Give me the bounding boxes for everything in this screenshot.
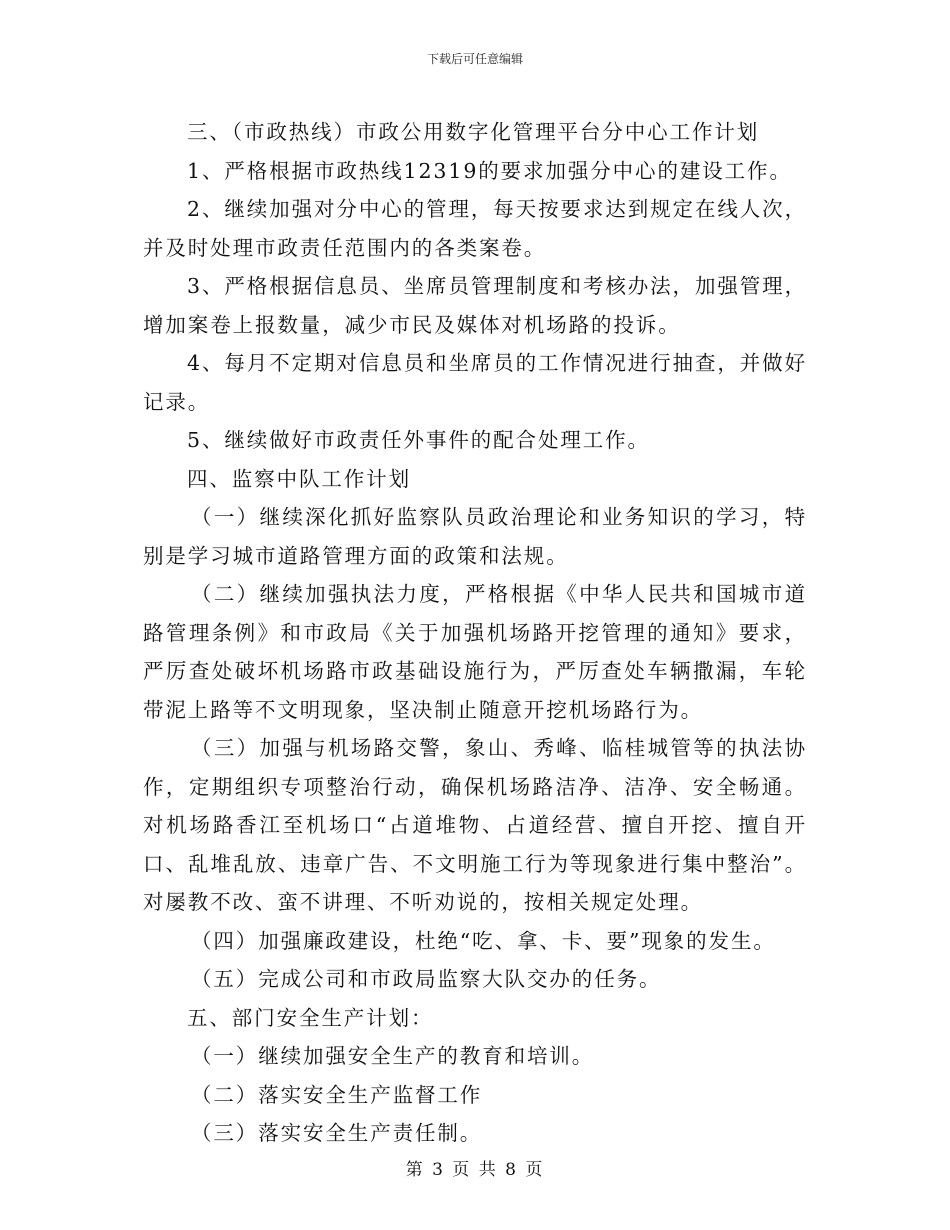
list-item: （四）加强廉政建设，杜绝“吃、拿、卡、要”现象的发生。 (191, 928, 776, 953)
list-item: 4、每月不定期对信息员和坐席员的工作情况进行抽查，并做好记录。 (143, 351, 807, 414)
document-body (143, 113, 807, 1153)
page-number: 第 3 页 共 8 页 (405, 1160, 545, 1180)
section-heading-5: 五、部门安全生产计划： (187, 1005, 434, 1030)
list-item: （二）落实安全生产监督工作 (191, 1082, 483, 1107)
list-item: 1、严格根据市政热线12319的要求加强分中心的建设工作。 (187, 158, 792, 183)
section-heading-4: 四、监察中队工作计划 (187, 466, 411, 491)
list-item: （二）继续加强执法力度，严格根据《中华人民共和国城市道路管理条例》和市政局《关于加强机场路开挖管理的通知》要求，严厉查处破坏机场路市政基础设施行为，严厉查处车辆撒漏，车轮带泥上路等不文明现象，坚决制止随意开挖机场路行为。 (143, 582, 807, 722)
page-header-note: 下载后可任意编辑 (426, 52, 523, 66)
list-item: （三）落实安全生产责任制。 (191, 1121, 483, 1145)
list-item: （一）继续加强安全生产的教育和培训。 (191, 1044, 595, 1068)
list-item: （一）继续深化抓好监察队员政治理论和业务知识的学习，特别是学习城市道路管理方面的政策和法规。 (143, 505, 807, 568)
list-item: 2、继续加强对分中心的管理，每天按要求达到规定在线人次，并及时处理市政责任范围内的各类案卷。 (143, 197, 807, 260)
section-heading-3: 三、（市政热线）市政公用数字化管理平台分中心工作计划 (187, 120, 760, 144)
list-item: （五）完成公司和市政局监察大队交办的任务。 (191, 967, 662, 991)
list-item: 5、继续做好市政责任外事件的配合处理工作。 (187, 428, 650, 452)
list-item: 3、严格根据信息员、坐席员管理制度和考核办法，加强管理，增加案卷上报数量，减少市民及媒体对机场路的投诉。 (143, 274, 807, 337)
list-item: （三）加强与机场路交警，象山、秀峰、临桂城管等的执法协作，定期组织专项整治行动，确保机场路洁净、洁净、安全畅通。对机场路香江至机场口“占道堆物、占道经营、擅自开挖、擅自开口、乱堆乱放、违章广告、不文明施工行为等现象进行集中整治”。对屡教不改、蛮不讲理、不听劝说的，按相关规定处理。 (143, 736, 807, 914)
